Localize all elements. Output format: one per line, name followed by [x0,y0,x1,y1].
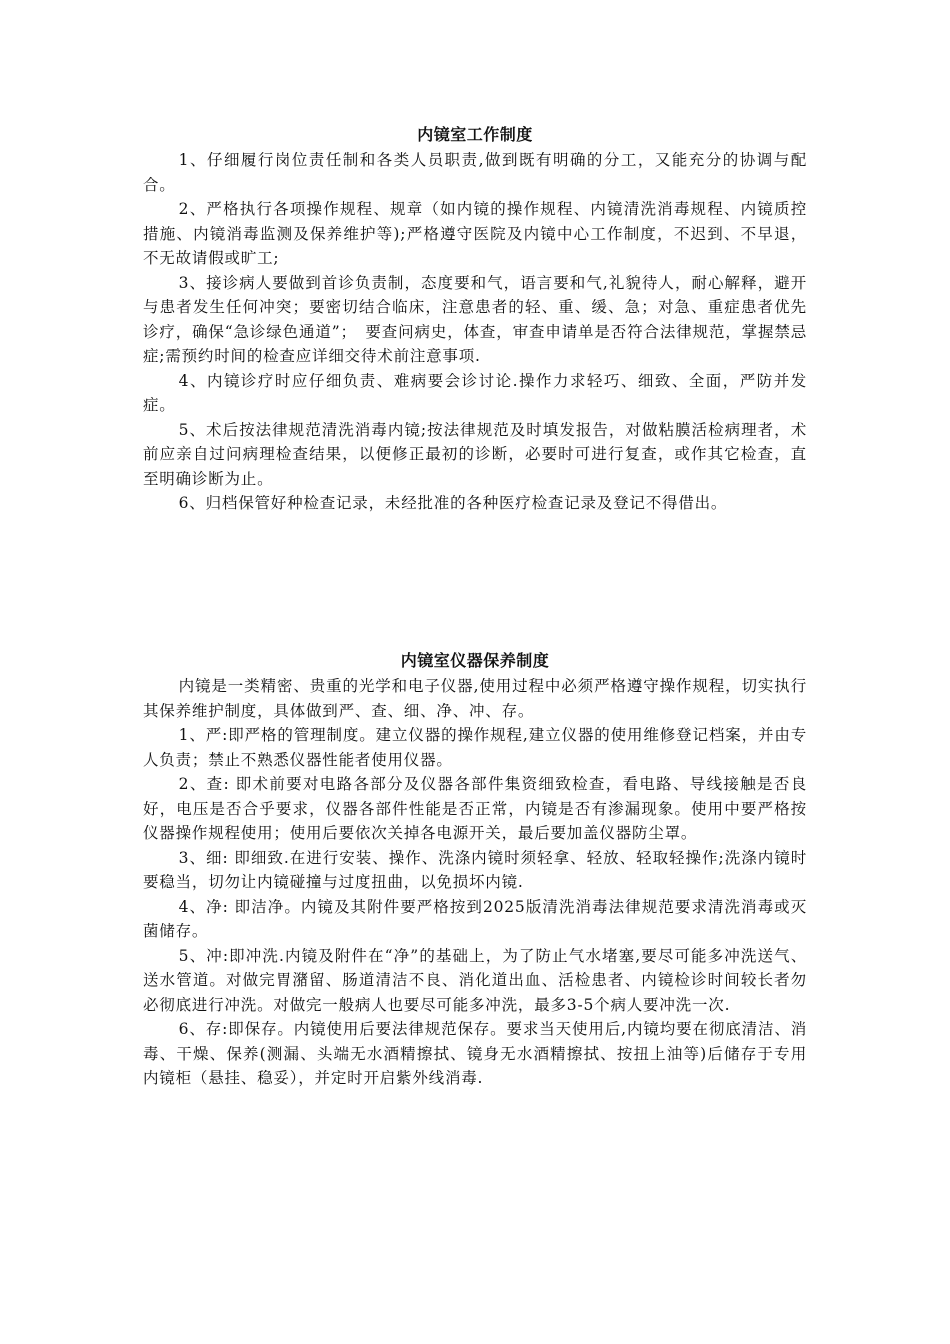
equipment-maintenance-section [143,650,807,1091]
section-title: 内镜室工作制度 [417,125,533,144]
paragraph: 6、存:即保存。内镜使用后要法律规范保存。要求当天使用后,内镜均要在彻底清洁、消毒、干燥、保养(测漏、头端无水酒精擦拭、镜身无水酒精擦拭、按扭上油等)后储存于专用内镜柜（悬挂、稳妥），并定时开启紫外线消毒. [143,1020,807,1087]
paragraph: 3、细: 即细致.在进行安装、操作、洗涤内镜时须轻拿、轻放、轻取轻操作;洗涤内镜时要稳当，切勿让内镜碰撞与过度扭曲，以免损坏内镜. [143,848,807,891]
paragraph: 4、净: 即洁净。内镜及其附件要严格按到2025版清洗消毒法律规范要求清洗消毒或灭菌储存。 [143,897,807,940]
work-rules-section [143,124,807,516]
paragraph: 1、仔细履行岗位责任制和各类人员职责,做到既有明确的分工，又能充分的协调与配合。 [143,151,807,194]
paragraph: 5、术后按法律规范清洗消毒内镜;按法律规范及时填发报告，对做粘膜活检病理者，术前应亲自过问病理检查结果，以便修正最初的诊断，必要时可进行复查，或作其它检查，直至明确诊断为止。 [143,420,807,488]
paragraph: 6、归档保管好种检查记录，未经批准的各种医疗检查记录及登记不得借出。 [178,494,728,512]
paragraph: 4、内镜诊疗时应仔细负责、难病要会诊讨论.操作力求轻巧、细致、全面，严防并发症。 [143,371,807,414]
paragraph: 2、查: 即术前要对电路各部分及仪器各部件集资细致检查，看电路、导线接触是否良好，电压是否合乎要求，仪器各部件性能是否正常，内镜是否有渗漏现象。使用中要严格按仪器操作规程使用；使用后要依次关掉各电源开关，最后要加盖仪器防尘罩。 [143,775,807,842]
paragraph: 3、接诊病人要做到首诊负责制，态度要和气，语言要和气,礼貌待人，耐心解释，避开与患者发生任何冲突；要密切结合临床，注意患者的轻、重、缓、急；对急、重症患者优先诊疗，确保“急诊绿色通道”； 要查问病史，体查，审查申请单是否符合法律规范，掌握禁忌症;需预约时间的检查应详细交待术前注意事项. [143,273,807,365]
paragraph: 2、严格执行各项操作规程、规章（如内镜的操作规程、内镜清洗消毒规程、内镜质控措施、内镜消毒监测及保养维护等);严格遵守医院及内镜中心工作制度，不迟到、不早退，不无故请假或旷工; [143,200,807,267]
paragraph: 1、严:即严格的管理制度。建立仪器的操作规程,建立仪器的使用维修登记档案，并由专人负责；禁止不熟悉仪器性能者使用仪器。 [143,726,807,769]
paragraph: 5、冲:即冲洗.内镜及附件在“净”的基础上，为了防止气水堵塞,要尽可能多冲洗送气、送水管道。对做完胃潴留、肠道清洁不良、消化道出血、活检患者、内镜检诊时间较长者勿必彻底进行冲洗。对做完一般病人也要尽可能多冲洗，最多3-5个病人要冲洗一次. [143,946,807,1014]
paragraph: 内镜是一类精密、贵重的光学和电子仪器,使用过程中必须严格遵守操作规程，切实执行其保养维护制度，具体做到严、查、细、净、冲、存。 [143,677,807,720]
section-title: 内镜室仪器保养制度 [400,651,550,670]
